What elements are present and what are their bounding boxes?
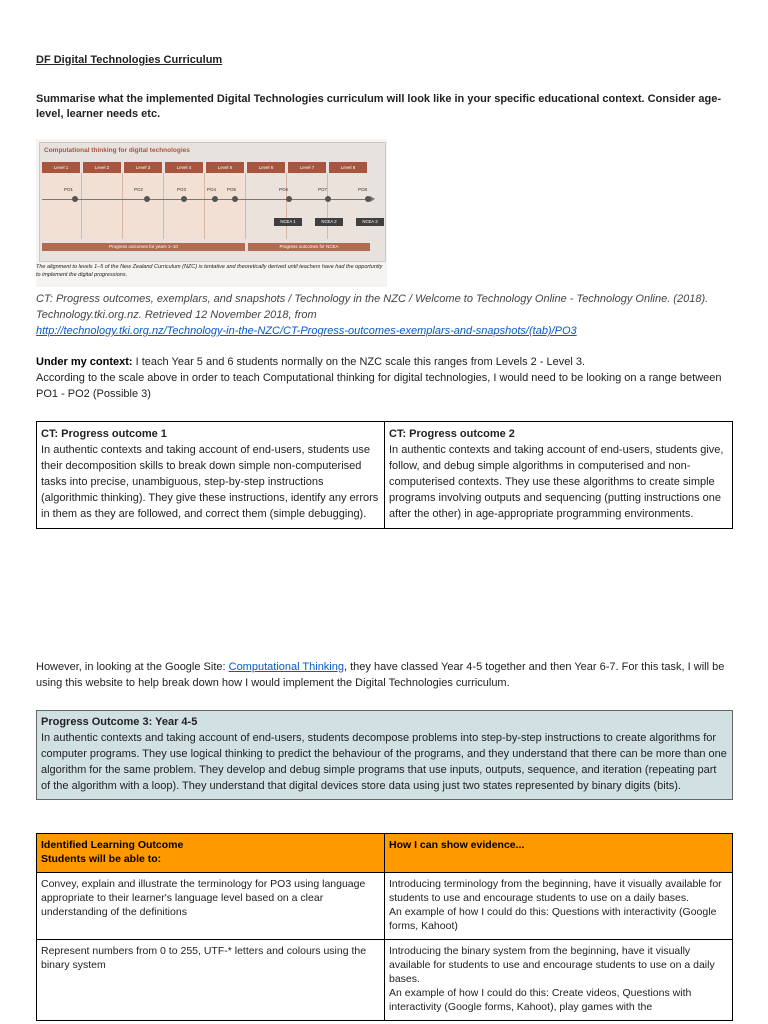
learning-outcomes-table	[36, 833, 733, 1021]
context-line-2: According to the scale above in order to teach Computational thinking for digital technologies, I would need to be looking on a range between PO1 - PO2 (Possible 3)	[36, 372, 722, 400]
ct-outcome-1-body: In authentic contexts and taking account of end-users, students use their decomposition skills to break down simple non-computerised tasks into precise, unambiguous, step-by-step instructions (algorithmic thinking). They give these instructions, identify any errors in them as they are followed, and correct them (simple debugging).	[41, 444, 379, 520]
po2-marker	[144, 196, 150, 202]
level-7-header: Level 7	[288, 162, 326, 173]
level-column	[83, 173, 123, 239]
ncea-3-badge: NCEA 3	[356, 218, 384, 226]
po4-marker	[212, 196, 218, 202]
po8-label: PO8	[358, 187, 368, 192]
progression-axis	[42, 199, 370, 200]
level-8-header: Level 8	[329, 162, 367, 173]
progress-outcomes-table	[36, 421, 733, 529]
ct-outcome-2-body: In authentic contexts and taking account of end-users, students give, follow, and debug simple algorithms in computerised and non-computerised contexts. They use these algorithms to create simple programs involving outputs and sequencing (putting instructions one after the other) in age-appropriate programming environments.	[389, 444, 724, 520]
evidence-cell: Introducing the binary system from the beginning, have it visually available for students to use and encourage students to use on a daily bases. An example of how I could do this: Create videos, Questions with interactivity (Google forms, Kahoot), play games with the	[385, 940, 733, 1021]
level-column	[288, 173, 328, 239]
progress-outcomes-figure	[36, 139, 387, 287]
outcome-cell: Represent numbers from 0 to 255, UTF-* letters and colours using the binary system	[37, 940, 385, 1021]
ct-outcome-1-cell	[37, 422, 385, 529]
citation-text: CT: Progress outcomes, exemplars, and snapshots / Technology in the NZC / Welcome to Technology Online - Technology Online. (2018). Technology.tki.org.nz. Retrieved 12 November 2018, from	[36, 293, 709, 321]
po1-label: PO1	[64, 187, 74, 192]
evidence-cell: Introducing terminology from the beginning, have it visually available for students to use and encourage students to use on a daily bases. An example of how I could do this: Questions with interactivity (Google forms, Kahoot)	[385, 873, 733, 940]
table-row	[37, 873, 733, 940]
ct-outcome-2-title: CT: Progress outcome 2	[389, 428, 515, 440]
ct-outcome-1-title: CT: Progress outcome 1	[41, 428, 167, 440]
level-4-header: Level 4	[165, 162, 203, 173]
level-column	[165, 173, 205, 239]
po3-marker	[181, 196, 187, 202]
po7-label: PO7	[318, 187, 328, 192]
header-left-line-2: Students will be able to:	[41, 853, 162, 865]
po6-label: PO6	[279, 187, 289, 192]
level-column	[42, 173, 82, 239]
ct-outcome-2-cell	[385, 422, 733, 529]
figure-diagram	[39, 142, 386, 262]
ncea-2-badge: NCEA 2	[315, 218, 343, 226]
po2-label: PO2	[134, 187, 144, 192]
po4-label: PO4	[207, 187, 217, 192]
po8-marker	[365, 196, 371, 202]
po1-marker	[72, 196, 78, 202]
po5-label: PO5	[227, 187, 237, 192]
table-header-row	[37, 834, 733, 873]
po5-marker	[232, 196, 238, 202]
progress-outcome-3-box	[36, 710, 733, 800]
ncea-band: Progress outcomes for NCEA	[248, 243, 370, 251]
assignment-prompt: Summarise what the implemented Digital Technologies curriculum will look like in your specific educational context. Consider age-level, learner needs etc.	[36, 93, 722, 120]
level-2-header: Level 2	[83, 162, 121, 173]
po3-title: Progress Outcome 3: Year 4-5	[41, 716, 198, 728]
header-evidence: How I can show evidence...	[385, 834, 733, 873]
google-site-paragraph	[36, 659, 736, 691]
level-column	[124, 173, 164, 239]
po7-marker	[325, 196, 331, 202]
table-row	[37, 940, 733, 1021]
level-column	[329, 173, 368, 239]
header-left-line-1: Identified Learning Outcome	[41, 839, 184, 851]
however-text-after: , they have classed Year 4-5 together and then Year 6-7. For this task, I will be using this website to help break down how I would implement the Digital Technologies curriculum.	[36, 661, 725, 689]
po6-marker	[286, 196, 292, 202]
level-column	[247, 173, 287, 239]
context-paragraph	[36, 354, 736, 402]
citation	[36, 291, 746, 339]
computational-thinking-link[interactable]: Computational Thinking	[228, 661, 344, 673]
level-3-header: Level 3	[124, 162, 162, 173]
level-1-header: Level 1	[42, 162, 80, 173]
document-title: DF Digital Technologies Curriculum	[36, 54, 223, 66]
outcome-cell: Convey, explain and illustrate the terminology for PO3 using language appropriate to their learner's language level based on a clear understanding of the definitions	[37, 873, 385, 940]
figure-title: Computational thinking for digital technologies	[44, 147, 190, 154]
po3-body: In authentic contexts and taking account of end-users, students decompose problems into step-by-step instructions to create algorithms for computer programs. They use logical thinking to predict the behaviour of the programs, and they understand that there can be more than one algorithm for the same problem. They develop and debug simple programs that use inputs, outputs, sequence, and iteration (repeating part of the algorithm with a loop). They understand that digital devices store data using just two states represented by binary digits (bits).	[41, 732, 727, 792]
po3-label: PO3	[177, 187, 187, 192]
header-learning-outcome	[37, 834, 385, 873]
ncea-1-badge: NCEA 1	[274, 218, 302, 226]
however-text-before: However, in looking at the Google Site:	[36, 661, 229, 673]
level-5-header: Level 5	[206, 162, 244, 173]
level-6-header: Level 6	[247, 162, 285, 173]
figure-caption: The alignment to levels 1–5 of the New Zealand Curriculum (NZC) is tentative and theoretically derived until teachers have had the opportunity to implement the digital progressions.	[36, 264, 383, 278]
context-line-1: I teach Year 5 and 6 students normally on the NZC scale this ranges from Levels 2 - Level 3.	[132, 356, 586, 368]
context-label: Under my context:	[36, 356, 133, 368]
level-column	[206, 173, 246, 239]
citation-link[interactable]: http://technology.tki.org.nz/Technology-in-the-NZC/CT-Progress-outcomes-exemplars-and-snapshots/(tab)/PO3	[36, 325, 577, 337]
years-1-10-band: Progress outcomes for years 1–10	[42, 243, 245, 251]
